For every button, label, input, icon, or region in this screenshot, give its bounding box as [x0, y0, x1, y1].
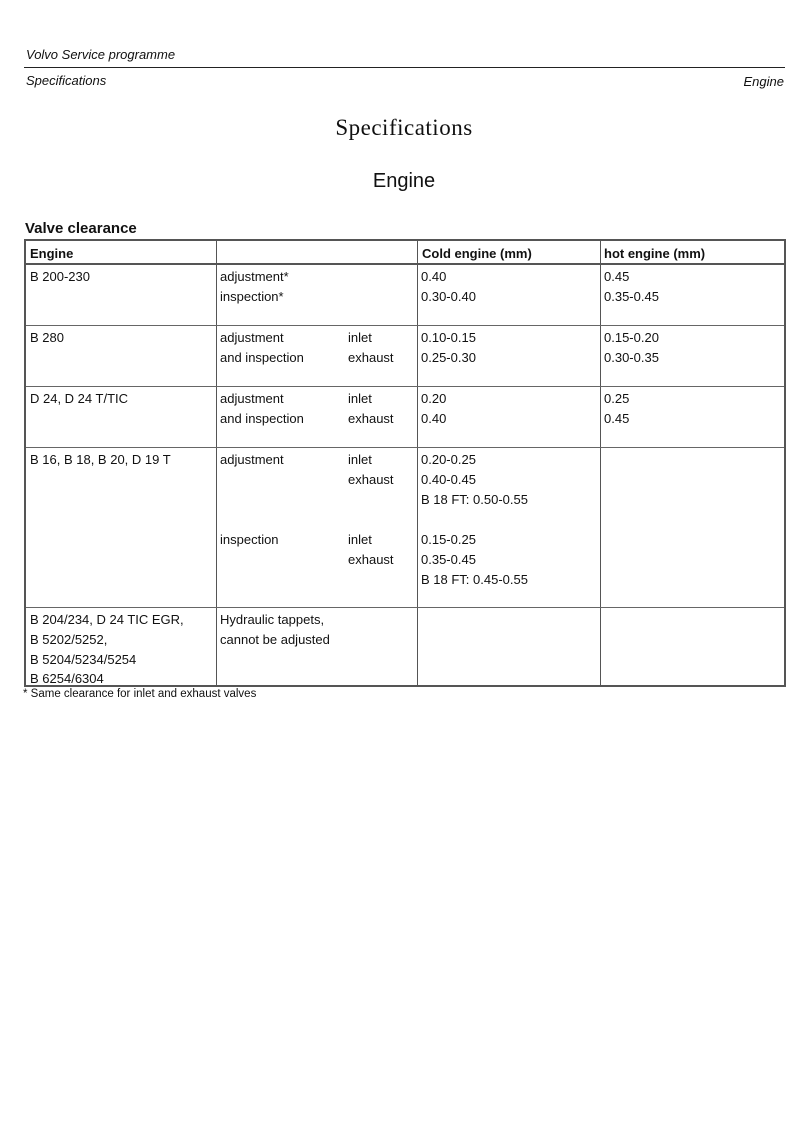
operation-cell: and inspection	[220, 411, 304, 426]
section-title: Valve clearance	[25, 220, 137, 237]
operation-cell: adjustment	[220, 391, 284, 406]
column-divider	[216, 241, 217, 685]
cold-value: 0.20-0.25	[421, 452, 476, 467]
row-divider	[26, 607, 784, 608]
cold-value: 0.40	[421, 269, 447, 284]
operation-cell: inspection*	[220, 289, 284, 304]
cold-value: B 18 FT: 0.50-0.55	[421, 492, 528, 507]
valve-clearance-table	[24, 239, 786, 687]
engine-cell: B 6254/6304	[30, 671, 104, 686]
cold-value: 0.25-0.30	[421, 350, 476, 365]
valve-cell: exhaust	[348, 350, 394, 365]
hot-value: 0.15-0.20	[604, 330, 659, 345]
header-divider	[26, 263, 784, 265]
valve-cell: inlet	[348, 532, 372, 547]
engine-cell: D 24, D 24 T/TIC	[30, 391, 129, 406]
column-header-cold: Cold engine (mm)	[422, 246, 532, 261]
engine-cell: B 5202/5252,	[30, 632, 108, 647]
column-divider	[417, 241, 418, 685]
cold-value: B 18 FT: 0.45-0.55	[421, 572, 528, 587]
valve-cell: inlet	[348, 391, 372, 406]
valve-cell: exhaust	[348, 411, 394, 426]
header-programme: Volvo Service programme	[26, 47, 176, 62]
engine-cell: B 5204/5234/5254	[30, 652, 137, 667]
operation-cell: and inspection	[220, 350, 304, 365]
header-section: Specifications	[26, 73, 107, 88]
column-header-hot: hot engine (mm)	[604, 246, 706, 261]
page-title: Specifications	[335, 115, 473, 140]
cold-value: 0.40	[421, 411, 447, 426]
header-rule	[24, 67, 785, 68]
operation-cell: Hydraulic tappets,	[220, 612, 325, 627]
hot-value: 0.45	[604, 411, 630, 426]
engine-cell: B 204/234, D 24 TIC EGR,	[30, 612, 184, 627]
cold-value: 0.10-0.15	[421, 330, 476, 345]
row-divider	[26, 325, 784, 326]
engine-cell: B 280	[30, 330, 64, 345]
hot-value: 0.45	[604, 269, 630, 284]
valve-cell: inlet	[348, 452, 372, 467]
engine-cell: B 16, B 18, B 20, D 19 T	[30, 452, 171, 467]
operation-cell: adjustment	[220, 330, 284, 345]
column-divider	[600, 241, 601, 685]
hot-value: 0.25	[604, 391, 630, 406]
cold-value: 0.20	[421, 391, 447, 406]
operation-cell: adjustment*	[220, 269, 289, 284]
cold-value: 0.30-0.40	[421, 289, 476, 304]
cold-value: 0.15-0.25	[421, 532, 476, 547]
operation-cell: adjustment	[220, 452, 284, 467]
valve-cell: inlet	[348, 330, 372, 345]
hot-value: 0.35-0.45	[604, 289, 659, 304]
header-chapter: Engine	[743, 74, 784, 89]
row-divider	[26, 386, 784, 387]
valve-cell: exhaust	[348, 472, 394, 487]
column-header-engine: Engine	[30, 246, 74, 261]
valve-cell: exhaust	[348, 552, 394, 567]
operation-cell: cannot be adjusted	[220, 632, 330, 647]
footnote: * Same clearance for inlet and exhaust valves	[23, 688, 257, 700]
engine-cell: B 200-230	[30, 269, 90, 284]
page-subtitle: Engine	[372, 170, 436, 192]
hot-value: 0.30-0.35	[604, 350, 659, 365]
operation-cell: inspection	[220, 532, 279, 547]
row-divider	[26, 447, 784, 448]
cold-value: 0.35-0.45	[421, 552, 476, 567]
cold-value: 0.40-0.45	[421, 472, 476, 487]
